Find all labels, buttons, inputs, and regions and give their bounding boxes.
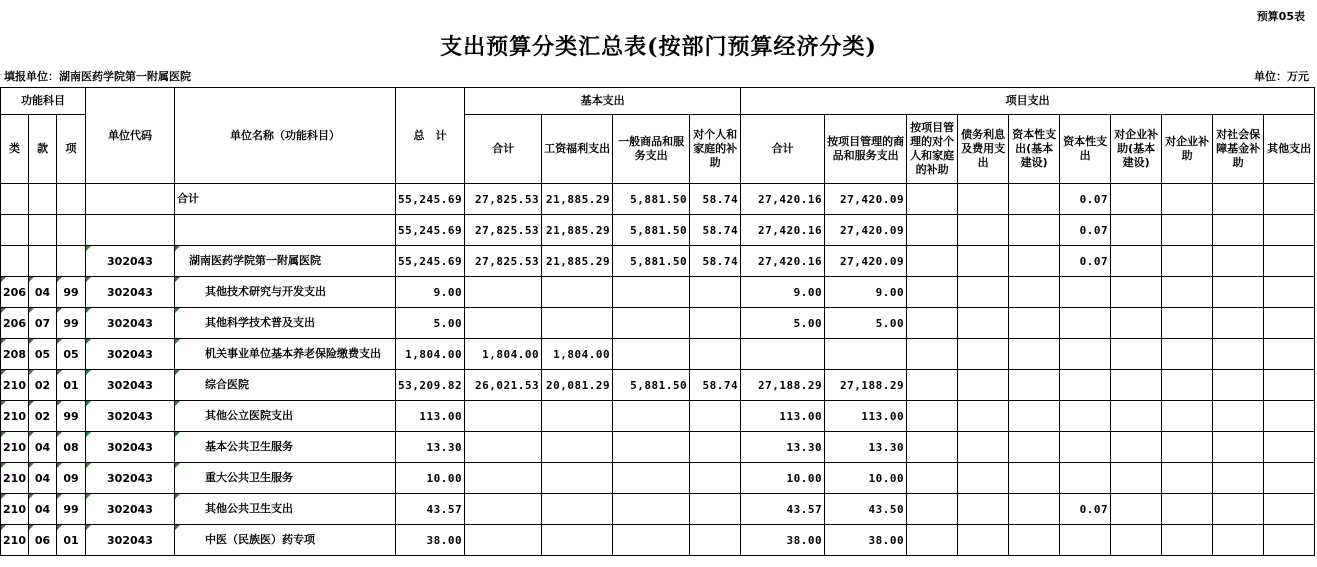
cell-unit-name: 其他公共卫生支出 bbox=[175, 494, 396, 525]
cell-basic bbox=[465, 308, 542, 339]
cell-total: 113.00 bbox=[396, 401, 465, 432]
header-project-col: 对企业补助(基本建设) bbox=[1111, 115, 1162, 184]
cell-project bbox=[1162, 494, 1213, 525]
cell-basic bbox=[465, 525, 542, 556]
cell-basic bbox=[613, 494, 690, 525]
cell-basic bbox=[542, 494, 613, 525]
cell-project bbox=[958, 215, 1009, 246]
cell-project bbox=[958, 308, 1009, 339]
cell-lei: 210 bbox=[1, 401, 29, 432]
cell-unit-name: 综合医院 bbox=[175, 370, 396, 401]
cell-project bbox=[1213, 401, 1264, 432]
cell-basic bbox=[542, 432, 613, 463]
cell-project bbox=[1009, 525, 1060, 556]
cell-project bbox=[1162, 463, 1213, 494]
cell-project bbox=[1264, 463, 1315, 494]
cell-project bbox=[1213, 339, 1264, 370]
cell-total: 53,209.82 bbox=[396, 370, 465, 401]
cell-project bbox=[1264, 370, 1315, 401]
cell-unit-name: 其他技术研究与开发支出 bbox=[175, 277, 396, 308]
cell-lei: 208 bbox=[1, 339, 29, 370]
cell-project: 27,420.09 bbox=[825, 215, 907, 246]
cell-basic bbox=[613, 525, 690, 556]
form-number: 预算05表 bbox=[1256, 10, 1305, 23]
cell-project: 113.00 bbox=[741, 401, 825, 432]
cell-lei bbox=[1, 184, 29, 215]
cell-basic bbox=[690, 432, 741, 463]
header-basic-col: 对个人和家庭的补助 bbox=[690, 115, 741, 184]
cell-project bbox=[1264, 401, 1315, 432]
cell-project bbox=[1264, 246, 1315, 277]
cell-basic: 5,881.50 bbox=[613, 215, 690, 246]
cell-project bbox=[907, 246, 958, 277]
cell-project bbox=[1111, 277, 1162, 308]
cell-project bbox=[1009, 401, 1060, 432]
cell-project bbox=[1111, 215, 1162, 246]
cell-unit-code: 302043 bbox=[86, 525, 175, 556]
cell-total: 55,245.69 bbox=[396, 184, 465, 215]
table-row bbox=[1, 215, 1315, 246]
table-row bbox=[1, 463, 1315, 494]
cell-project bbox=[907, 525, 958, 556]
cell-project bbox=[1111, 339, 1162, 370]
header-xiang: 项 bbox=[57, 115, 86, 184]
cell-project bbox=[958, 494, 1009, 525]
cell-kuan: 04 bbox=[29, 494, 57, 525]
cell-project bbox=[1162, 525, 1213, 556]
cell-unit-name: 中医（民族医）药专项 bbox=[175, 525, 396, 556]
cell-project bbox=[1111, 525, 1162, 556]
header-lei: 类 bbox=[1, 115, 29, 184]
header-project-col: 按项目管理的对个人和家庭的补助 bbox=[907, 115, 958, 184]
header-total: 总 计 bbox=[396, 88, 465, 184]
cell-basic: 21,885.29 bbox=[542, 215, 613, 246]
cell-xiang: 99 bbox=[57, 401, 86, 432]
cell-project bbox=[1009, 370, 1060, 401]
cell-unit-code: 302043 bbox=[86, 277, 175, 308]
cell-lei: 206 bbox=[1, 308, 29, 339]
cell-project bbox=[825, 339, 907, 370]
cell-kuan: 04 bbox=[29, 432, 57, 463]
header-unit-name: 单位名称（功能科目） bbox=[175, 88, 396, 184]
cell-basic bbox=[542, 525, 613, 556]
cell-project: 9.00 bbox=[825, 277, 907, 308]
cell-basic bbox=[613, 277, 690, 308]
cell-basic: 5,881.50 bbox=[613, 246, 690, 277]
cell-basic: 1,804.00 bbox=[465, 339, 542, 370]
cell-basic: 21,885.29 bbox=[542, 246, 613, 277]
cell-project bbox=[1162, 215, 1213, 246]
cell-project bbox=[1264, 525, 1315, 556]
cell-unit-code bbox=[86, 184, 175, 215]
cell-project: 13.30 bbox=[825, 432, 907, 463]
cell-kuan bbox=[29, 184, 57, 215]
cell-unit-name: 重大公共卫生服务 bbox=[175, 463, 396, 494]
cell-lei: 210 bbox=[1, 370, 29, 401]
cell-basic: 58.74 bbox=[690, 215, 741, 246]
cell-unit-name bbox=[175, 215, 396, 246]
cell-project bbox=[1162, 277, 1213, 308]
cell-project bbox=[1111, 184, 1162, 215]
cell-total: 10.00 bbox=[396, 463, 465, 494]
cell-project bbox=[1060, 525, 1111, 556]
cell-basic bbox=[690, 401, 741, 432]
cell-basic bbox=[690, 494, 741, 525]
cell-project bbox=[1213, 184, 1264, 215]
cell-lei bbox=[1, 215, 29, 246]
cell-xiang: 08 bbox=[57, 432, 86, 463]
cell-project bbox=[1213, 215, 1264, 246]
table-row bbox=[1, 370, 1315, 401]
header-unit-code: 单位代码 bbox=[86, 88, 175, 184]
cell-project bbox=[907, 432, 958, 463]
header-project-col: 对企业补助 bbox=[1162, 115, 1213, 184]
cell-lei: 210 bbox=[1, 525, 29, 556]
cell-project: 27,188.29 bbox=[825, 370, 907, 401]
cell-unit-code: 302043 bbox=[86, 463, 175, 494]
cell-unit-code: 302043 bbox=[86, 246, 175, 277]
cell-project: 113.00 bbox=[825, 401, 907, 432]
cell-basic: 5,881.50 bbox=[613, 184, 690, 215]
cell-project bbox=[1264, 432, 1315, 463]
cell-project bbox=[1213, 494, 1264, 525]
cell-total: 55,245.69 bbox=[396, 215, 465, 246]
cell-total: 5.00 bbox=[396, 308, 465, 339]
cell-project bbox=[907, 339, 958, 370]
header-project-col: 对社会保障基金补助 bbox=[1213, 115, 1264, 184]
cell-kuan: 06 bbox=[29, 525, 57, 556]
header-project-col: 合计 bbox=[741, 115, 825, 184]
cell-project bbox=[907, 215, 958, 246]
header-project-col: 其他支出 bbox=[1264, 115, 1315, 184]
cell-project bbox=[1264, 184, 1315, 215]
cell-kuan: 04 bbox=[29, 463, 57, 494]
cell-project: 10.00 bbox=[741, 463, 825, 494]
table-row bbox=[1, 308, 1315, 339]
cell-project bbox=[1060, 432, 1111, 463]
cell-basic: 21,885.29 bbox=[542, 184, 613, 215]
cell-project bbox=[1009, 184, 1060, 215]
cell-project bbox=[1060, 277, 1111, 308]
cell-project bbox=[1213, 463, 1264, 494]
cell-basic bbox=[542, 463, 613, 494]
cell-project bbox=[1009, 277, 1060, 308]
cell-basic bbox=[465, 277, 542, 308]
cell-project bbox=[1060, 339, 1111, 370]
cell-kuan: 02 bbox=[29, 370, 57, 401]
cell-project bbox=[1264, 277, 1315, 308]
cell-project bbox=[1111, 308, 1162, 339]
cell-kuan bbox=[29, 246, 57, 277]
cell-basic bbox=[613, 463, 690, 494]
cell-project bbox=[907, 401, 958, 432]
header-project-col: 资本性支出 bbox=[1060, 115, 1111, 184]
cell-project bbox=[1264, 215, 1315, 246]
header-basic-col: 合计 bbox=[465, 115, 542, 184]
cell-project bbox=[1009, 494, 1060, 525]
cell-xiang: 99 bbox=[57, 494, 86, 525]
cell-project: 27,420.09 bbox=[825, 184, 907, 215]
cell-basic: 27,825.53 bbox=[465, 246, 542, 277]
table-row bbox=[1, 339, 1315, 370]
cell-xiang: 99 bbox=[57, 308, 86, 339]
cell-lei: 210 bbox=[1, 463, 29, 494]
cell-project bbox=[1009, 215, 1060, 246]
cell-project bbox=[958, 401, 1009, 432]
cell-xiang bbox=[57, 246, 86, 277]
cell-basic bbox=[690, 463, 741, 494]
cell-unit-code: 302043 bbox=[86, 494, 175, 525]
cell-project bbox=[907, 184, 958, 215]
cell-basic bbox=[613, 308, 690, 339]
cell-project: 10.00 bbox=[825, 463, 907, 494]
cell-total: 9.00 bbox=[396, 277, 465, 308]
cell-kuan: 05 bbox=[29, 339, 57, 370]
cell-project: 5.00 bbox=[741, 308, 825, 339]
cell-project bbox=[1009, 246, 1060, 277]
table-row bbox=[1, 432, 1315, 463]
cell-basic bbox=[613, 401, 690, 432]
cell-unit-code: 302043 bbox=[86, 432, 175, 463]
cell-project bbox=[1213, 432, 1264, 463]
cell-lei: 210 bbox=[1, 432, 29, 463]
cell-project: 27,420.16 bbox=[741, 184, 825, 215]
cell-project: 0.07 bbox=[1060, 494, 1111, 525]
cell-basic: 26,021.53 bbox=[465, 370, 542, 401]
table-row bbox=[1, 494, 1315, 525]
cell-project bbox=[1264, 494, 1315, 525]
cell-xiang bbox=[57, 184, 86, 215]
cell-basic: 27,825.53 bbox=[465, 184, 542, 215]
cell-unit-code bbox=[86, 215, 175, 246]
cell-project bbox=[1111, 401, 1162, 432]
cell-project: 5.00 bbox=[825, 308, 907, 339]
currency-unit: 单位：万元 bbox=[1254, 70, 1309, 83]
cell-xiang bbox=[57, 215, 86, 246]
cell-project bbox=[1162, 184, 1213, 215]
cell-project: 27,188.29 bbox=[741, 370, 825, 401]
table-row bbox=[1, 246, 1315, 277]
cell-project: 9.00 bbox=[741, 277, 825, 308]
cell-project bbox=[1213, 308, 1264, 339]
cell-unit-name: 其他科学技术普及支出 bbox=[175, 308, 396, 339]
cell-xiang: 01 bbox=[57, 370, 86, 401]
cell-project bbox=[1264, 339, 1315, 370]
cell-project bbox=[1213, 277, 1264, 308]
cell-project bbox=[907, 494, 958, 525]
cell-project bbox=[1111, 246, 1162, 277]
cell-project bbox=[1162, 339, 1213, 370]
cell-basic bbox=[613, 339, 690, 370]
cell-unit-name: 机关事业单位基本养老保险缴费支出 bbox=[175, 339, 396, 370]
cell-basic: 58.74 bbox=[690, 184, 741, 215]
table-row bbox=[1, 401, 1315, 432]
cell-basic bbox=[542, 277, 613, 308]
cell-project bbox=[907, 370, 958, 401]
cell-lei bbox=[1, 246, 29, 277]
budget-table bbox=[0, 87, 1315, 556]
cell-unit-code: 302043 bbox=[86, 339, 175, 370]
cell-project: 0.07 bbox=[1060, 246, 1111, 277]
cell-project: 27,420.09 bbox=[825, 246, 907, 277]
cell-project bbox=[1111, 494, 1162, 525]
cell-total: 13.30 bbox=[396, 432, 465, 463]
cell-basic bbox=[690, 339, 741, 370]
cell-project bbox=[1162, 246, 1213, 277]
cell-lei: 206 bbox=[1, 277, 29, 308]
cell-unit-name: 湖南医药学院第一附属医院 bbox=[175, 246, 396, 277]
cell-project bbox=[1060, 463, 1111, 494]
cell-total: 1,804.00 bbox=[396, 339, 465, 370]
cell-project bbox=[958, 277, 1009, 308]
cell-project bbox=[958, 432, 1009, 463]
cell-project bbox=[1213, 525, 1264, 556]
header-project: 项目支出 bbox=[741, 88, 1315, 115]
cell-basic: 20,081.29 bbox=[542, 370, 613, 401]
cell-basic bbox=[613, 432, 690, 463]
cell-project bbox=[1264, 308, 1315, 339]
cell-basic bbox=[465, 432, 542, 463]
cell-kuan: 04 bbox=[29, 277, 57, 308]
cell-project bbox=[1060, 308, 1111, 339]
header-kuan: 款 bbox=[29, 115, 57, 184]
cell-lei: 210 bbox=[1, 494, 29, 525]
cell-xiang: 09 bbox=[57, 463, 86, 494]
cell-unit-code: 302043 bbox=[86, 308, 175, 339]
cell-xiang: 01 bbox=[57, 525, 86, 556]
cell-total: 55,245.69 bbox=[396, 246, 465, 277]
cell-project bbox=[1162, 370, 1213, 401]
table-row bbox=[1, 525, 1315, 556]
cell-project: 27,420.16 bbox=[741, 215, 825, 246]
header-project-col: 资本性支出(基本建设) bbox=[1009, 115, 1060, 184]
cell-basic bbox=[465, 494, 542, 525]
cell-project bbox=[1060, 370, 1111, 401]
table-row bbox=[1, 184, 1315, 215]
cell-basic bbox=[465, 401, 542, 432]
cell-project bbox=[1009, 432, 1060, 463]
header-basic-col: 工资福利支出 bbox=[542, 115, 613, 184]
cell-unit-code: 302043 bbox=[86, 401, 175, 432]
cell-unit-name: 合计 bbox=[175, 184, 396, 215]
cell-project: 38.00 bbox=[825, 525, 907, 556]
cell-project bbox=[958, 184, 1009, 215]
cell-project bbox=[1009, 463, 1060, 494]
table-row bbox=[1, 277, 1315, 308]
cell-project bbox=[958, 525, 1009, 556]
cell-xiang: 99 bbox=[57, 277, 86, 308]
cell-project bbox=[1213, 246, 1264, 277]
cell-project bbox=[741, 339, 825, 370]
cell-project: 27,420.16 bbox=[741, 246, 825, 277]
cell-project bbox=[907, 463, 958, 494]
cell-unit-name: 其他公立医院支出 bbox=[175, 401, 396, 432]
cell-basic bbox=[542, 401, 613, 432]
cell-project bbox=[1060, 401, 1111, 432]
cell-project bbox=[1009, 339, 1060, 370]
cell-basic: 58.74 bbox=[690, 370, 741, 401]
cell-project bbox=[1162, 432, 1213, 463]
cell-project bbox=[907, 308, 958, 339]
cell-unit-name: 基本公共卫生服务 bbox=[175, 432, 396, 463]
cell-project bbox=[1009, 308, 1060, 339]
cell-basic: 58.74 bbox=[690, 246, 741, 277]
header-project-col: 债务利息及费用支出 bbox=[958, 115, 1009, 184]
reporting-unit: 填报单位：湖南医药学院第一附属医院 bbox=[4, 70, 191, 83]
cell-kuan bbox=[29, 215, 57, 246]
cell-total: 38.00 bbox=[396, 525, 465, 556]
cell-xiang: 05 bbox=[57, 339, 86, 370]
cell-basic bbox=[542, 308, 613, 339]
cell-project: 13.30 bbox=[741, 432, 825, 463]
header-basic-col: 一般商品和服务支出 bbox=[613, 115, 690, 184]
cell-project bbox=[1111, 463, 1162, 494]
cell-project bbox=[958, 370, 1009, 401]
cell-kuan: 02 bbox=[29, 401, 57, 432]
cell-project: 43.57 bbox=[741, 494, 825, 525]
cell-basic bbox=[465, 463, 542, 494]
cell-project: 43.50 bbox=[825, 494, 907, 525]
cell-unit-code: 302043 bbox=[86, 370, 175, 401]
cell-project bbox=[1213, 370, 1264, 401]
cell-project bbox=[1111, 370, 1162, 401]
header-func-subject: 功能科目 bbox=[1, 88, 86, 115]
page-title: 支出预算分类汇总表(按部门预算经济分类) bbox=[440, 34, 877, 60]
cell-basic bbox=[690, 277, 741, 308]
cell-project bbox=[958, 339, 1009, 370]
cell-basic bbox=[690, 308, 741, 339]
cell-project bbox=[1111, 432, 1162, 463]
cell-project bbox=[1162, 308, 1213, 339]
cell-basic: 5,881.50 bbox=[613, 370, 690, 401]
cell-basic: 1,804.00 bbox=[542, 339, 613, 370]
cell-project: 38.00 bbox=[741, 525, 825, 556]
cell-basic: 27,825.53 bbox=[465, 215, 542, 246]
cell-project bbox=[958, 246, 1009, 277]
cell-project bbox=[1162, 401, 1213, 432]
cell-project: 0.07 bbox=[1060, 184, 1111, 215]
cell-project bbox=[958, 463, 1009, 494]
cell-project: 0.07 bbox=[1060, 215, 1111, 246]
header-project-col: 按项目管理的商品和服务支出 bbox=[825, 115, 907, 184]
cell-total: 43.57 bbox=[396, 494, 465, 525]
cell-kuan: 07 bbox=[29, 308, 57, 339]
cell-basic bbox=[690, 525, 741, 556]
cell-project bbox=[907, 277, 958, 308]
header-basic: 基本支出 bbox=[465, 88, 741, 115]
